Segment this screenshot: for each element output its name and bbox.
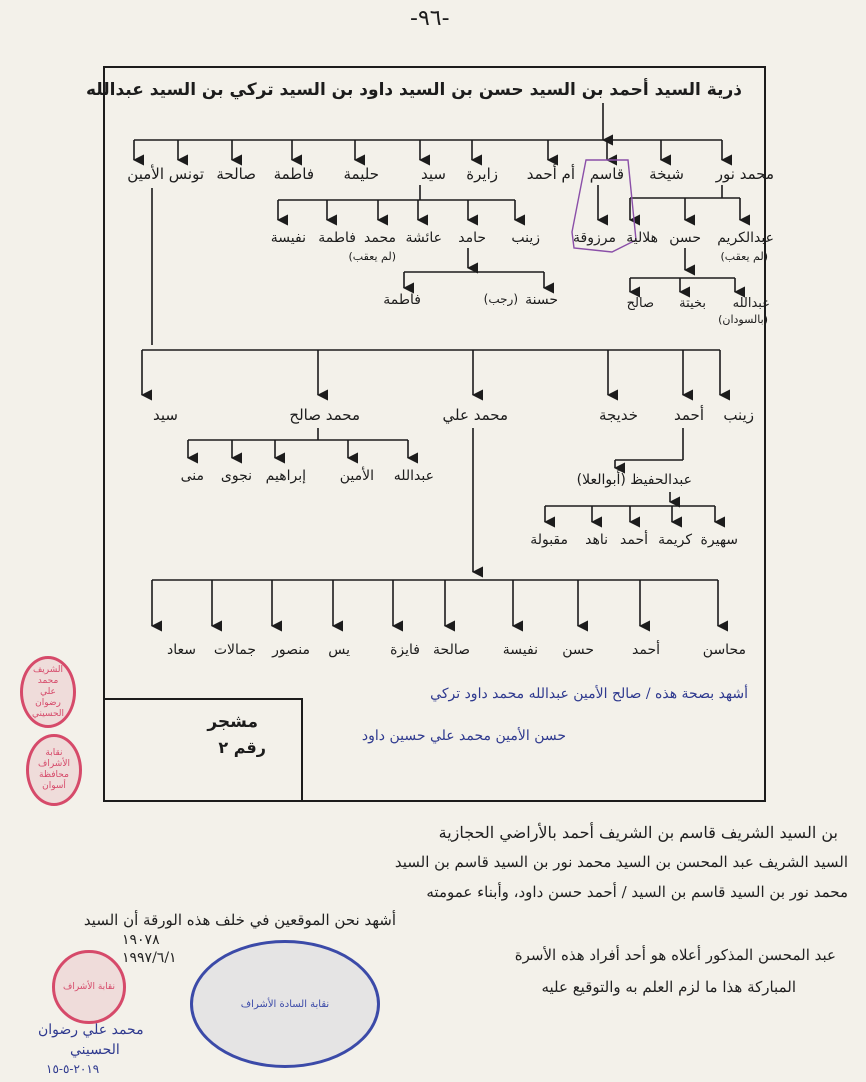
person-helalia: هلالية: [626, 230, 658, 246]
person-aisha: عائشة: [405, 230, 442, 246]
red-seal-middle: نقابة الأشراف محافظة أسوان: [26, 734, 82, 806]
person-halima: حليمة: [343, 165, 379, 183]
person-yassin: يس: [328, 642, 350, 658]
red-seal-bottom: نقابة الأشراف: [52, 950, 126, 1024]
person-mohamed-ali: محمد علي: [442, 406, 508, 424]
signature-date: ٢٠١٩-٥-١٥: [46, 1062, 100, 1076]
tree-title: ذرية السيد أحمد بن السيد حسن بن السيد داود بن السيد تركي بن السيد عبدالله: [86, 80, 742, 100]
person-nafisa: نفيسة: [270, 230, 306, 246]
person-tunis-alamin: تونس الأمين: [127, 165, 204, 183]
reference-date-handwritten: ١٩٩٧/٦/١: [122, 950, 177, 966]
handwritten-note-1: أشهد بصحة هذه / صالح الأمين عبدالله محمد داود تركي: [430, 686, 748, 702]
person-sheikha: شيخة: [649, 165, 684, 183]
person-mohamed-nour: محمد نور: [715, 165, 774, 183]
person-mona: منى: [180, 468, 204, 484]
person-ibrahim: إبراهيم: [265, 468, 306, 484]
person-abdelhafiz: عبدالحفيظ (أبوالعلا): [576, 472, 692, 488]
person-abdelkarim: عبدالكريم: [717, 230, 774, 246]
person-nagwa: نجوى: [220, 468, 252, 484]
person-fatma: فاطمة: [273, 165, 314, 183]
statement-line-2: السيد الشريف عبد المحسن بن السيد محمد نور بن السيد قاسم بن السيد: [394, 853, 848, 871]
person-gamalat: جمالات: [213, 642, 256, 658]
page-number: -٩٦-: [410, 6, 450, 31]
person-nafisa-2: نفيسة: [502, 642, 538, 658]
person-hassan: حسن: [669, 230, 701, 246]
statement-line-5: عبد المحسن المذكور أعلاه هو أحد أفراد هذه الأسرة: [514, 946, 836, 964]
statement-line-3: محمد نور بن السيد قاسم بن السيد / أحمد حسن داود، وأبناء عمومته: [426, 883, 848, 901]
person-karima: كريمة: [658, 532, 692, 548]
person-ahmed: أحمد: [674, 406, 704, 424]
red-seal-top: الشريف محمد علي رضوان الحسيني: [20, 656, 76, 728]
statement-line-4: أشهد نحن الموقعين في خلف هذه الورقة أن السيد: [83, 911, 396, 929]
person-sayed: سيد: [421, 165, 446, 183]
handwritten-note-2: حسن الأمين محمد علي حسين داود: [361, 728, 566, 744]
person-ahmed-2: أحمد: [620, 532, 648, 548]
person-saleha-2: صالحة: [433, 642, 470, 658]
person-nahed: ناهد: [585, 532, 608, 548]
person-mohamed-saleh: محمد صالح: [289, 406, 360, 424]
person-fatma-3: فاطمة: [383, 292, 421, 308]
person-zayra: زايرة: [466, 165, 498, 183]
person-saleha: صالحة: [216, 165, 256, 183]
person-qasim: قاسم: [589, 165, 624, 183]
person-hassan-2: حسن: [562, 642, 594, 658]
person-abdallah-2: عبدالله: [393, 468, 434, 484]
reference-number-handwritten: ١٩٠٧٨: [122, 932, 160, 948]
note-ragab: (رجب): [483, 292, 518, 306]
statement-line-6: المباركة هذا ما لزم العلم به والتوقيع عليه: [541, 978, 796, 996]
reference-number: رقم ٢: [218, 738, 266, 757]
person-ahmed-3: أحمد: [632, 642, 660, 658]
reference-label: مشجر: [207, 712, 258, 732]
person-alamin: الأمين: [339, 468, 374, 484]
person-bakhita: بخيتة: [679, 296, 706, 311]
person-mansour: منصور: [272, 642, 310, 658]
person-khadija: خديجة: [598, 406, 638, 424]
note-in-sudan: (بالسودان): [718, 313, 768, 326]
person-maqboula: مقبولة: [530, 532, 568, 548]
signature-line-2: الحسيني: [70, 1042, 120, 1058]
person-soad: سعاد: [167, 642, 196, 658]
person-mohamed: محمد: [364, 230, 396, 246]
statement-line-1: بن السيد الشريف قاسم بن الشريف أحمد بالأراضي الحجازية: [438, 823, 838, 842]
person-mahasen: محاسن: [702, 642, 746, 658]
person-marzouqa: مرزوقة: [573, 230, 616, 246]
person-saleh: صالح: [626, 296, 654, 311]
person-umm-ahmed: أم أحمد: [526, 165, 575, 183]
person-zeinab-2: زينب: [723, 406, 754, 424]
blue-oval-stamp: نقابة السادة الأشراف: [190, 940, 380, 1068]
person-hamed: حامد: [458, 230, 486, 246]
signature-name: محمد علي رضوان: [38, 1022, 144, 1038]
note-no-offspring-2: (لم يعقب): [348, 250, 396, 263]
reference-box: [103, 698, 303, 802]
person-sayed-2: سيد: [153, 406, 178, 424]
person-hasna: حسنة: [525, 292, 558, 308]
person-abdallah: عبدالله: [732, 296, 770, 311]
person-sohaira: سهيرة: [700, 532, 738, 548]
person-fayza: فايزة: [390, 642, 420, 658]
person-zeinab: زينب: [511, 230, 540, 246]
person-fatma-2: فاطمة: [318, 230, 356, 246]
note-no-offspring: (لم يعقب): [720, 250, 768, 263]
